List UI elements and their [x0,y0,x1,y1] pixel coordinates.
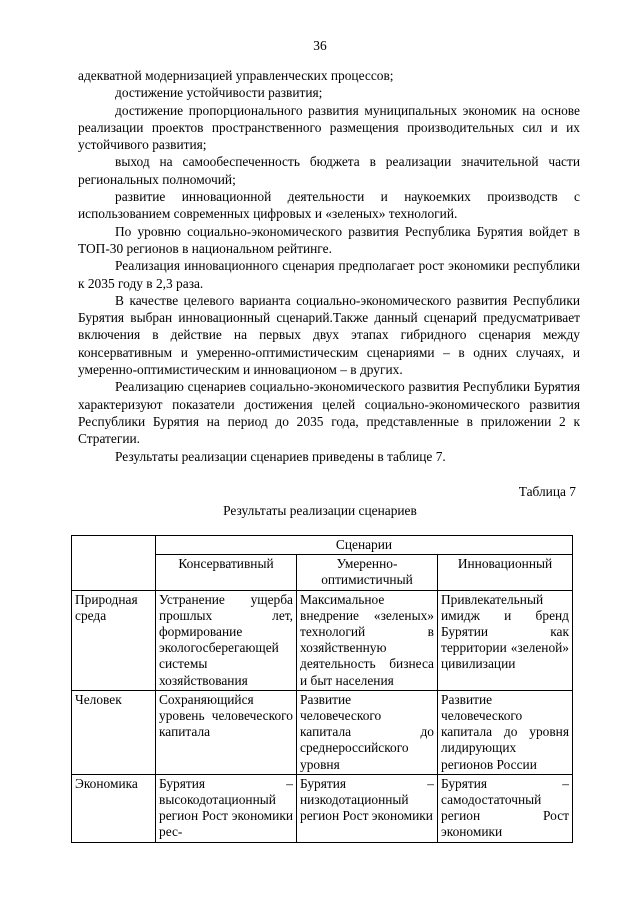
row-header: Природная среда [72,590,156,690]
group-header-cell: Сценарии [156,536,573,555]
page-number: 36 [313,38,327,53]
paragraph: Реализация инновационного сценария предполагает рост экономики республики к 2035 году в 2,3 раза. [78,258,580,291]
table-cell: Бурятия – низкодотационный регион Рост экономики [297,774,438,842]
table-cell: Развитие человеческого капитала до среднероссийского уровня [297,690,438,774]
column-header: Инновационный [438,555,573,590]
results-table [71,535,573,843]
table-cell: Сохраняющийся уровень человеческого капитала [156,690,297,774]
paragraph: По уровню социально-экономического развития Республика Бурятия войдет в ТОП-30 регионов в национальном рейтинге. [78,223,580,256]
paragraph: достижение пропорционального развития муниципальных экономик на основе реализации проектов пространственного размещения производительных сил и их устойчивого развития; [78,102,580,153]
table-row [72,774,573,842]
paragraph: В качестве целевого варианта социально-экономического развития Республики Бурятия выбран инновационный сценарий.Также данный сценарий предусматривает включения в действие на первых двух этапах гибридного сценария между консервативным и умеренно-оптимистическим сценариями – в одних случаях, и умеренно-оптимистическим и инновационом – в других. [78,292,580,378]
table-header-row [72,536,573,555]
paragraph: Результаты реализации сценариев приведены в таблице 7. [115,448,446,464]
table-row [72,690,573,774]
table-cell: Максимальное внедрение «зеленых» технологий в хозяйственную деятельность бизнеса и быт населения [297,590,438,690]
paragraph: развитие инновационной деятельности и наукоемких производств с использованием современных цифровых и «зеленых» технологий. [78,189,580,222]
table-corner-cell [72,536,156,591]
table-label: Таблица 7 [518,484,576,499]
column-header: Консервативный [156,555,297,590]
table-cell: Устранение ущерба прошлых лет, формирование экологосберегающей системы хозяйствования [156,590,297,690]
paragraph: Реализацию сценариев социально-экономического развития Республики Бурятия характеризуют показатели достижения целей социально-экономического развития Республики Бурятия на период до 2035 года, представленные в приложении 2 к Стратегии. [78,379,580,447]
table-cell: Развитие человеческого капитала до уровня лидирующих регионов России [438,690,573,774]
paragraph: выход на самообеспеченность бюджета в реализации значительной части региональных полномочий; [78,154,580,187]
row-header: Человек [72,690,156,774]
body-text [78,67,580,465]
table-cell: Бурятия – самодостаточный регион Рост экономики [438,774,573,842]
table-cell: Бурятия – высокодотационный регион Рост экономики рес- [156,774,297,842]
paragraph: адекватной модернизацией управленческих процессов; [78,68,394,83]
paragraph: достижение устойчивости развития; [115,85,323,101]
row-header: Экономика [72,774,156,842]
table-cell: Привлекательный имидж и бренд Бурятии как территории «зеленой» цивилизации [438,590,573,690]
column-header: Умеренно-оптимистичный [297,555,438,590]
table-title: Результаты реализации сценариев [223,503,417,518]
table-row [72,590,573,690]
